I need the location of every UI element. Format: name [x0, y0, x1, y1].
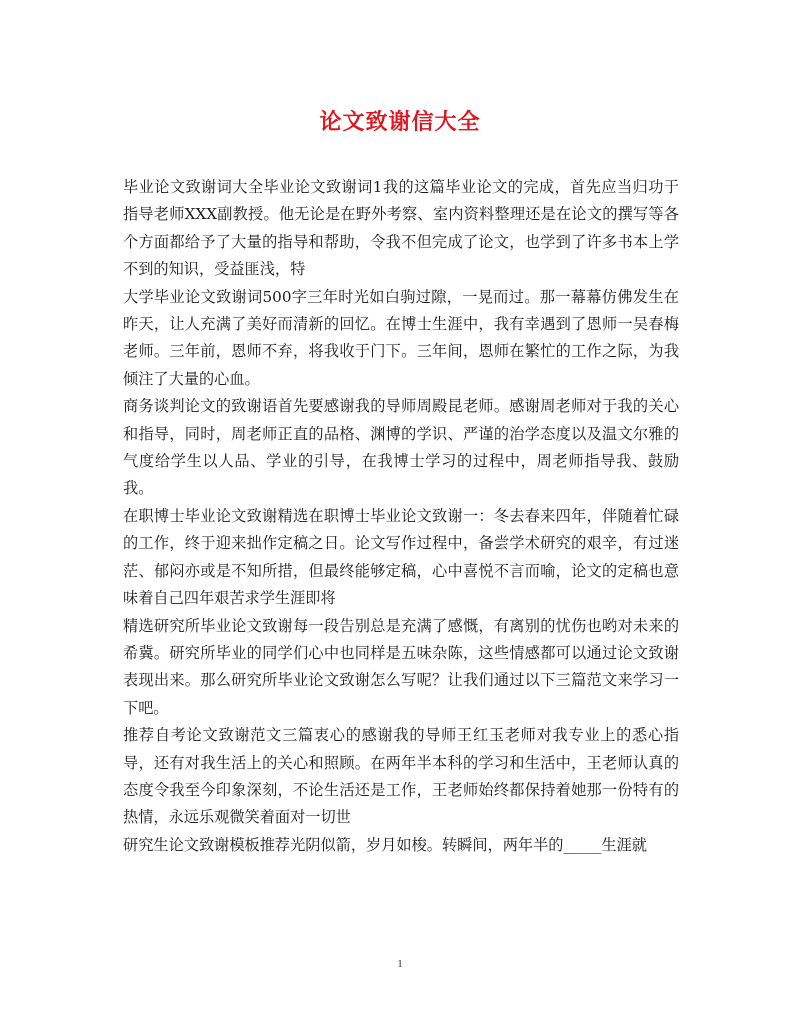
- page-number: 1: [397, 958, 403, 970]
- document-body: [123, 174, 679, 859]
- paragraph-3: 商务谈判论文的致谢语首先要感谢我的导师周殿昆老师。感谢周老师对于我的关心和指导，同时，周老师正直的品格、渊博的学识、严谨的治学态度以及温文尔雅的气度给学生以人品、学业的引导，在我博士学习的过程中，周老师指导我、鼓励我。: [123, 397, 679, 498]
- paragraph-6: 推荐自考论文致谢范文三篇衷心的感谢我的导师王红玉老师对我专业上的悉心指导，还有对我生活上的关心和照顾。在两年半本科的学习和生活中，王老师认真的态度令我至今印象深刻，不论生活还是工作，王老师始终都保持着她那一份特有的热情，永远乐观微笑着面对一切世: [123, 726, 679, 827]
- paragraph-5: 精选研究所毕业论文致谢每一段告别总是充满了感慨，有离别的忧伤也哟对未来的希冀。研究所毕业的同学们心中也同样是五味杂陈，这些情感都可以通过论文致谢表现出来。那么研究所毕业论文致谢怎么写呢？让我们通过以下三篇范文来学习一下吧。: [123, 616, 679, 717]
- document-title: 论文致谢信大全: [319, 109, 481, 135]
- paragraph-2: 大学毕业论文致谢词500字三年时光如白驹过隙，一晃而过。那一幕幕仿佛发生在昨天，让人充满了美好而清新的回忆。在博士生涯中，我有幸遇到了恩师一吴春梅老师。三年前，恩师不弃，将我收于门下。三年间，恩师在繁忙的工作之际，为我倾注了大量的心血。: [123, 287, 679, 388]
- paragraph-4: 在职博士毕业论文致谢精选在职博士毕业论文致谢一：冬去春来四年，伴随着忙碌的工作，终于迎来拙作定稿之日。论文写作过程中，备尝学术研究的艰辛，有过迷茫、郁闷亦或是不知所措，但最终能够定稿，心中喜悦不言而喻，论文的定稿也意味着自己四年艰苦求学生涯即将: [123, 506, 679, 608]
- paragraph-7: 研究生论文致谢模板推荐光阴似箭，岁月如梭。转瞬间，两年半的_____生涯就: [123, 835, 647, 854]
- paragraph-1: 毕业论文致谢词大全毕业论文致谢词1我的这篇毕业论文的完成，首先应当归功于指导老师XXX副教授。他无论是在野外考察、室内资料整理还是在论文的撰写等各个方面都给予了大量的指导和帮助，令我不但完成了论文，也学到了许多书本上学不到的知识，受益匪浅，特: [123, 178, 679, 279]
